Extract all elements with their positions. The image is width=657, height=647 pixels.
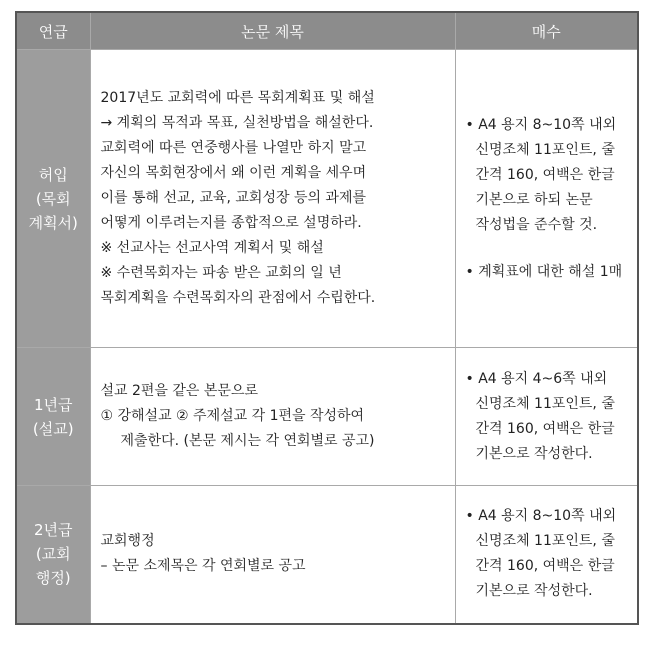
grade-line: 1년급	[33, 395, 73, 414]
pages-line: 신명조체 11포인트, 줄	[475, 141, 615, 158]
pages-line: 기본으로 작성한다.	[475, 445, 593, 462]
content-line: 이를 통해 선교, 교육, 교회성장 등의 과제를	[100, 190, 367, 206]
grade-line: (교회	[35, 545, 71, 564]
pages-line: 간격 160, 여백은 한글	[475, 558, 615, 575]
thesis-content-cell	[90, 486, 455, 624]
header-grade: 연급	[16, 12, 90, 50]
pages-line: 신명조체 11포인트, 줄	[475, 395, 615, 412]
content-line: 목회계획을 수련목회자의 관점에서 수립한다.	[100, 290, 376, 306]
grade-line: (목회	[35, 189, 71, 208]
table-row	[16, 50, 638, 348]
header-title: 논문 제목	[90, 12, 455, 50]
content-line: ※ 선교사는 선교사역 계획서 및 해설	[100, 240, 324, 256]
pages-line: 작성법을 준수할 것.	[475, 216, 598, 233]
content-line: 교회행정	[100, 533, 155, 550]
table-row	[16, 486, 638, 624]
content-line: 설교 2편을 같은 본문으로	[100, 383, 258, 399]
pages-line: 간격 160, 여백은 한글	[475, 166, 615, 183]
header-row	[16, 12, 638, 50]
content-line: – 논문 소제목은 각 연회별로 공고	[100, 558, 306, 575]
curriculum-table-wrapper	[15, 11, 637, 625]
header-pages: 매수	[455, 12, 638, 50]
grade-line: 행정)	[35, 569, 71, 588]
grade-line: 허입	[38, 165, 68, 184]
pages-line: • A4 용지 8~10쪽 내외	[465, 508, 617, 525]
grade-line: 2년급	[33, 521, 73, 540]
content-line: 2017년도 교회력에 따른 목회계획표 및 해설	[100, 90, 375, 106]
thesis-content-cell	[90, 50, 455, 348]
grade-cell	[16, 348, 90, 486]
spacer	[466, 238, 630, 260]
pages-line: 기본으로 하되 논문	[475, 191, 593, 208]
content-line: 어떻게 이루려는지를 종합적으로 설명하라.	[100, 215, 362, 231]
pages-line: 신명조체 11포인트, 줄	[475, 533, 615, 550]
thesis-content-cell	[90, 348, 455, 486]
table-row	[16, 348, 638, 486]
grade-cell	[16, 486, 90, 624]
curriculum-table	[15, 11, 639, 625]
content-line: 교회력에 따른 연중행사를 나열만 하지 말고	[100, 140, 367, 156]
grade-line: 계획서)	[28, 213, 78, 232]
grade-cell	[16, 50, 90, 348]
pages-cell	[455, 348, 638, 486]
content-line: ① 강해설교 ② 주제설교 각 1편을 작성하여	[100, 408, 365, 424]
content-line: 제출한다. (본문 제시는 각 연회별로 공고)	[120, 433, 375, 449]
content-line: → 계획의 목적과 목표, 실천방법을 해설한다.	[100, 115, 374, 131]
pages-line: 기본으로 작성한다.	[475, 583, 593, 600]
pages-line: • A4 용지 4~6쪽 내외	[465, 370, 608, 387]
content-line: ※ 수련목회자는 파송 받은 교회의 일 년	[100, 265, 342, 281]
pages-cell	[455, 486, 638, 624]
pages-line: • A4 용지 8~10쪽 내외	[465, 116, 617, 133]
pages-cell	[455, 50, 638, 348]
content-line: 자신의 목회현장에서 왜 이런 계획을 세우며	[100, 165, 367, 181]
pages-line: 간격 160, 여백은 한글	[475, 420, 615, 437]
grade-line: (설교)	[32, 419, 74, 438]
pages-extra-line: • 계획표에 대한 해설 1매	[465, 263, 623, 280]
